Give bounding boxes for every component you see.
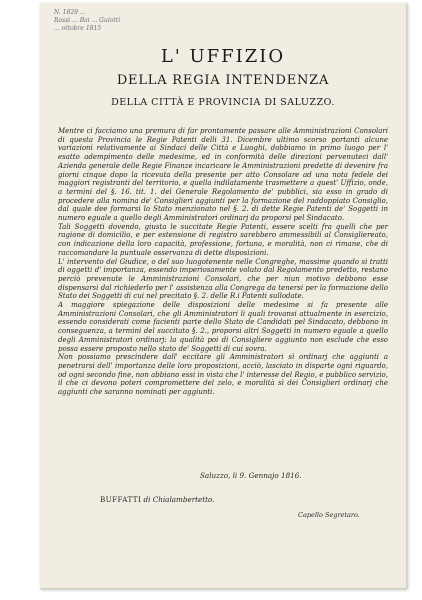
paragraph: Non possiamo prescindere dall' eccitare gli Amministratori sì ordinarj che aggiunti a penetrarsi dell' importanza delle loro proposizioni, acciò, lasciato in disparte ogni riguardo, od ogni secondo fine, non abbiano essi in vista che l' interesse del Regio, e pubblico servizio, il che ci devono poteri compromettere del zelo, e moralità sì dei Consiglieri ordinarj che aggiunti che saranno nominati per aggiunti. xyxy=(58,353,388,397)
handwritten-note-line: Rossi ... Bai ... Guiotti xyxy=(54,17,121,24)
paragraph: L' intervento del Giudice, o del suo luogotenente nelle Congreghe, massime quando si tratti di oggetti d' importanza, essendo imperiosamente voluto dal Regolamento predetto, restano perciò prevenute le Amministrazioni Consolari, che per niun motivo debbono esse dispensarsi dal richiederlo per l' assistenza alla Congrega da tenersi per la formazione dello Stato dei Soggetti di cui nel precitato §. 2. delle R.i Patenti sullodate. xyxy=(58,257,388,301)
signature-secretary: Capello Segretaro. xyxy=(298,511,360,519)
signature-title: di Chialambertetto. xyxy=(143,495,215,504)
title-line-1: L' UFFIZIO xyxy=(160,46,286,67)
handwritten-note xyxy=(54,9,174,33)
paragraph: Tali Soggetti dovendo, giusta le succitate Regie Patenti, essere scelti fra quelli che per ragione di domicilio, e per estensione di registro sarebbero ammessibili al Consigliereato, con indicazione della loro capacità, professione, fortuna, e moralità, non ci rimane, che di raccomandare la puntuale osservanza di dette disposizioni. xyxy=(58,222,388,257)
paragraph: A maggiore spiegazione delle disposizioni delle medesime si fa presente alle Amministrazioni Consolari, che gli Amministratori li quali trovansi attualmente in esercizio, essendo considerati come facienti parte dello Stato de Candidati pel Sindacato, debbono in conseguenza, a termini del succitato §. 2., proporsi altri Soggetti in numero eguale a quello degli Amministratori ordinarj: la qualità poi di Consigliere aggiunto non esclude che esso possa essere proposto nello stato de' Soggetti di cui sovra. xyxy=(58,301,388,353)
title-line-3: DELLA CITTÀ E PROVINCIA DI SALUZZO. xyxy=(111,97,335,108)
handwritten-note-line: ... ottobre 1815 xyxy=(54,25,102,32)
paragraph: Mentre ci facciamo una premura di far prontamente passare alle Amministrazioni Consolari di questa Provincia le Regie Patenti delli 31. Dicembre ultimo scorso portanti alcune variazioni relativamente ai Sindaci delle Città e Luoghi, dobbiamo in primo luogo per l' esatto adempimento delle medesime, ed in conformità delle direzioni pervenuteci dall' Azienda generale delle Regie Finanze incaricare le Amministrazioni predette di devenire fra giorni cinque dopo la ricevuta della presente per atto Consolare ad una nota fedele dei maggiori registranti del territorio, e quella indilatamente trasmettere a quest' Uffizio, onde, a termini del §. 16. tit. 1. del Generale Regolamento de' pubblici, sia esso in grado di procedere alla nomina de' Consiglieri aggiunti per la formazione del raddoppiato Consiglio, dal quale dee formarsi lo Stato menzionato nel §. 2. di dette Regie Patenti de' Soggetti in numero eguale a quello degli Amministratori ordinarj da proporsi pel Sindacato. xyxy=(58,127,388,223)
title-line-2: DELLA REGIA INTENDENZA xyxy=(116,73,330,88)
document-page xyxy=(40,3,407,589)
handwritten-note-line: N. 1829 ... xyxy=(54,9,86,16)
dateline: Saluzzo, li 9. Gennajo 1816. xyxy=(200,471,302,480)
signature-name: BUFFATTI xyxy=(100,495,142,504)
signature-intendente xyxy=(100,495,215,504)
document-body xyxy=(58,127,388,397)
